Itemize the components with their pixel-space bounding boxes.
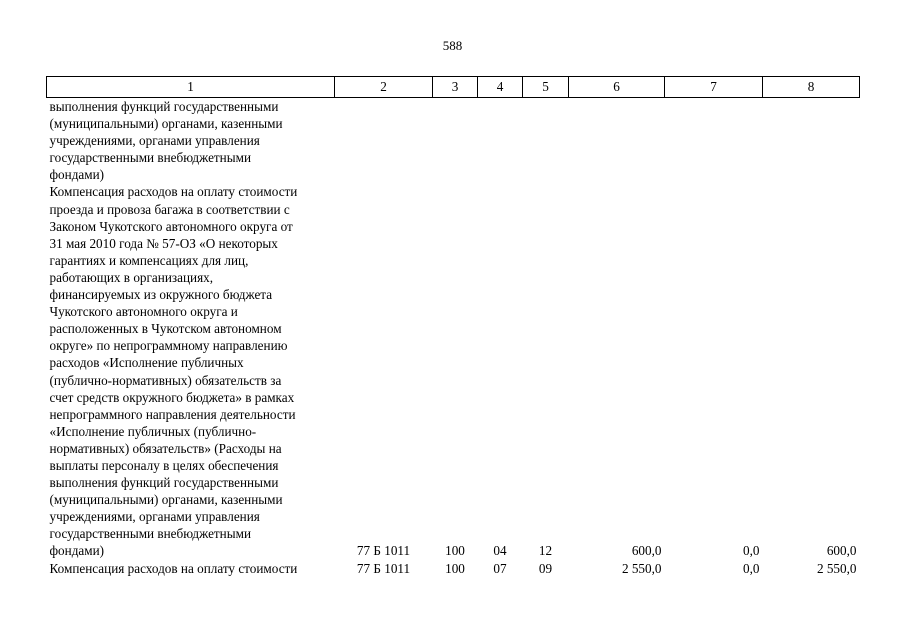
amount-col-6: 600,0 <box>631 543 662 559</box>
description-line: расположенных в Чукотском автономном <box>49 321 282 337</box>
budget-table <box>46 76 860 577</box>
expense-type-code: 100 <box>445 543 465 559</box>
amount-col-8: 2 550,0 <box>816 560 857 576</box>
description-line: выплаты персоналу в целях обеспечения <box>49 457 279 473</box>
description-line: счет средств окружного бюджета» в рамках <box>49 389 295 405</box>
description-line: выполнения функций государственными <box>49 475 279 491</box>
column-header: 3 <box>433 77 478 98</box>
description-line: (муниципальными) органами, казенными <box>49 492 283 508</box>
description-line: государственными внебюджетными <box>49 150 252 166</box>
column-header: 4 <box>478 77 523 98</box>
amount-col-6: 2 550,0 <box>621 560 662 576</box>
column-header: 6 <box>569 77 665 98</box>
description-line: 31 мая 2010 года № 57-ОЗ «О некоторых <box>49 235 278 251</box>
amount-col-7: 0,0 <box>743 543 760 559</box>
description-line: гарантиях и компенсациях для лиц, <box>49 252 249 268</box>
description-line: выполнения функций государственными <box>49 99 279 114</box>
description-line: финансируемых из окружного бюджета <box>49 287 273 303</box>
description-line: учреждениями, органами управления <box>49 509 260 525</box>
description-line: проезда и провоза багажа в соответствии с <box>49 201 290 217</box>
description-line: фондами) <box>49 543 105 559</box>
section-code: 04 <box>493 543 507 559</box>
description-line: нормативных) обязательств» (Расходы на <box>49 440 282 456</box>
expense-description <box>47 98 335 560</box>
expense-type-code: 100 <box>445 560 465 576</box>
table-row <box>47 560 860 577</box>
section-code: 07 <box>493 560 507 576</box>
column-header: 1 <box>47 77 335 98</box>
subsection-code: 09 <box>538 560 553 576</box>
description-line: Законом Чукотского автономного округа от <box>49 218 293 234</box>
description-line: расходов «Исполнение публичных <box>49 355 244 371</box>
page-number: 588 <box>442 38 463 53</box>
column-header: 7 <box>665 77 763 98</box>
column-number-row <box>47 77 860 98</box>
target-article-code: 77 Б 1011 <box>356 560 411 576</box>
amount-col-8: 600,0 <box>826 543 857 559</box>
description-line: Чукотского автономного округа и <box>49 304 238 320</box>
description-line: работающих в организациях, <box>49 269 214 285</box>
column-header: 8 <box>763 77 860 98</box>
column-header: 5 <box>523 77 569 98</box>
amount-col-7: 0,0 <box>743 560 760 576</box>
description-line: непрограммного направления деятельности <box>49 406 296 422</box>
description-line: государственными внебюджетными <box>49 526 252 542</box>
description-line: учреждениями, органами управления <box>49 133 260 149</box>
subsection-code: 12 <box>538 543 553 559</box>
expense-description <box>47 560 335 577</box>
description-line: (муниципальными) органами, казенными <box>49 116 283 132</box>
table-row <box>47 98 860 560</box>
description-line: «Исполнение публичных (публично- <box>49 423 257 439</box>
description-line: фондами) <box>49 167 105 183</box>
column-header: 2 <box>335 77 433 98</box>
description-line: округе» по непрограммному направлению <box>49 338 288 354</box>
description-line: (публично-нормативных) обязательств за <box>49 372 282 388</box>
description-line: Компенсация расходов на оплату стоимости <box>49 184 298 200</box>
target-article-code: 77 Б 1011 <box>356 543 411 559</box>
description-line: Компенсация расходов на оплату стоимости <box>49 560 298 576</box>
